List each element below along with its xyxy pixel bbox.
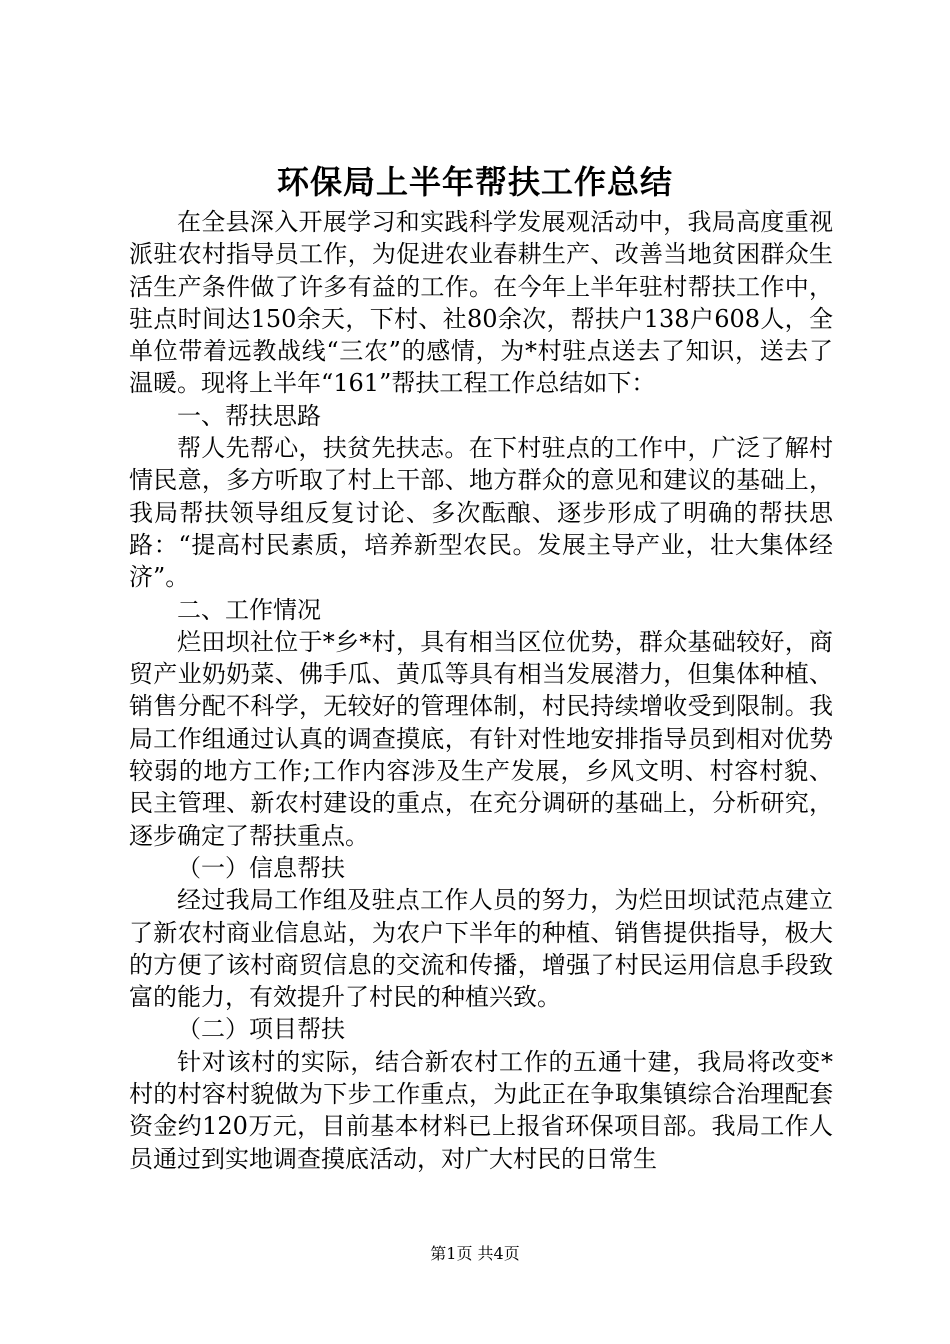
subsection-heading-project: （二）项目帮扶 xyxy=(177,1015,345,1044)
subsection-heading-info: （一）信息帮扶 xyxy=(177,853,345,882)
paragraph-work: 烂田坝社位于*乡*村，具有相当区位优势，群众基础较好，商贸产业奶奶菜、佛手瓜、黄瓜等具有相当发展潜力，但集体种植、销售分配不科学，无较好的管理体制，村民持续增收受到限制。我局工作组通过认真的调查摸底，有针对性地安排指导员到相对优势较弱的地方工作;工作内容涉及生产发展，乡风文明、村容村貌、民主管理、新农村建设的重点，在充分调研的基础上，分析研究，逐步确定了帮扶重点。 xyxy=(129,627,833,850)
page-footer: 第1页 共4页 xyxy=(430,1244,520,1263)
paragraph-info: 经过我局工作组及驻点工作人员的努力，为烂田坝试范点建立了新农村商业信息站，为农户下半年的种植、销售提供指导，极大的方便了该村商贸信息的交流和传播，增强了村民运用信息手段致富的能力，有效提升了村民的种植兴致。 xyxy=(129,886,833,1012)
document-title: 环保局上半年帮扶工作总结 xyxy=(276,163,673,201)
section-heading-work: 二、工作情况 xyxy=(177,595,321,624)
paragraph-project: 针对该村的实际，结合新农村工作的五通十建，我局将改变*村的村容村貌做为下步工作重点，为此正在争取集镇综合治理配套资金约120万元，目前基本材料已上报省环保项目部。我局工作人员通过到实地调查摸底活动，对广大村民的日常生 xyxy=(129,1047,833,1173)
document-body xyxy=(129,206,833,1175)
section-heading-approach: 一、帮扶思路 xyxy=(177,401,321,430)
paragraph-intro: 在全县深入开展学习和实践科学发展观活动中，我局高度重视派驻农村指导员工作，为促进农业春耕生产、改善当地贫困群众生活生产条件做了许多有益的工作。在今年上半年驻村帮扶工作中，驻点时间达150余天，下村、社80余次，帮扶户138户608人，全单位带着远教战线“三农”的感情，为*村驻点送去了知识，送去了温暖。现将上半年“161”帮扶工程工作总结如下： xyxy=(129,208,833,398)
paragraph-approach: 帮人先帮心，扶贫先扶志。在下村驻点的工作中，广泛了解村情民意，多方听取了村上干部、地方群众的意见和建议的基础上，我局帮扶领导组反复讨论、多次酝酿、逐步形成了明确的帮扶思路：“提高村民素质，培养新型农民。发展主导产业，壮大集体经济”。 xyxy=(129,434,833,592)
